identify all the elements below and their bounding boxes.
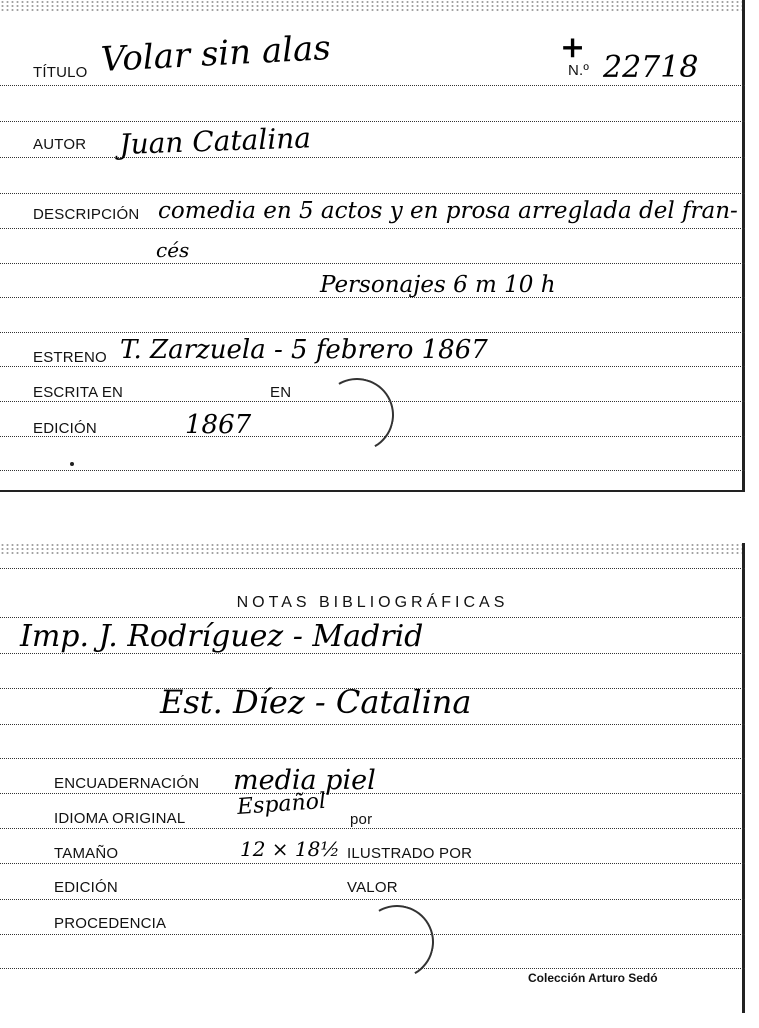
valor-label: VALOR [347,879,398,896]
rule-line [0,157,745,158]
en-label: EN [270,384,292,401]
rule-line [0,617,745,618]
autor-label: AUTOR [33,136,87,153]
tamano-label: TAMAÑO [54,845,119,862]
ilustrado-label: ILUSTRADO POR [347,845,473,862]
rule-line [0,568,745,569]
rule-line [0,366,745,367]
rule-line [0,193,745,194]
card-top-edge [0,0,745,12]
tamano-value: 12 × 18½ [240,837,340,861]
idioma-label: IDIOMA ORIGINAL [54,810,186,827]
rule-line [0,263,745,264]
edicion-label: EDICIÓN [33,420,97,437]
punch-hole [352,897,443,988]
notas-heading: NOTAS BIBLIOGRÁFICAS [236,594,509,611]
descripcion-line1: comedia en 5 actos y en prosa arreglada del fran- [158,198,738,224]
note-estampado: Est. Díez - Catalina [160,683,472,721]
por-label: por [350,811,373,828]
rule-line [0,828,745,829]
rule-line [0,899,745,900]
autor-value: Juan Catalina [118,121,312,161]
procedencia-label: PROCEDENCIA [54,915,167,932]
idioma-value: Español [236,788,327,820]
rule-line [0,332,745,333]
estreno-value: T. Zarzuela - 5 febrero 1867 [120,335,488,365]
card-right-edge [742,0,745,492]
numero-value: 22718 [603,50,699,85]
titulo-label: TÍTULO [33,64,88,81]
numero-mark: + [560,30,586,65]
encuadernacion-value: media piel [233,765,376,796]
note-imprenta: Imp. J. Rodríguez - Madrid [20,619,424,654]
descripcion-line2: cés [156,238,190,262]
rule-line [0,758,745,759]
estreno-label: ESTRENO [33,349,107,366]
edicion-value: 1867 [185,410,252,440]
rule-line [0,228,745,229]
rule-line [0,470,745,471]
rule-line [0,121,745,122]
edicion2-label: EDICIÓN [54,879,118,896]
descripcion-line3: Personajes 6 m 10 h [320,272,556,298]
catalog-card-front [0,0,745,492]
collection-credit: Colección Arturo Sedó [528,971,658,985]
titulo-value: Volar sin alas [99,28,332,81]
descripcion-label: DESCRIPCIÓN [33,206,140,223]
ink-dot [70,462,74,466]
rule-line [0,724,745,725]
rule-line [0,863,745,864]
punch-hole [312,370,403,461]
card-right-edge [742,543,745,1013]
catalog-card-back [0,543,745,1013]
card-bottom-edge [0,490,745,492]
rule-line [0,85,745,86]
escrita-en-label: ESCRITA EN [33,384,124,401]
card-top-edge [0,543,745,555]
encuadernacion-label: ENCUADERNACIÓN [54,775,200,792]
numero-label: N.º [568,62,590,79]
